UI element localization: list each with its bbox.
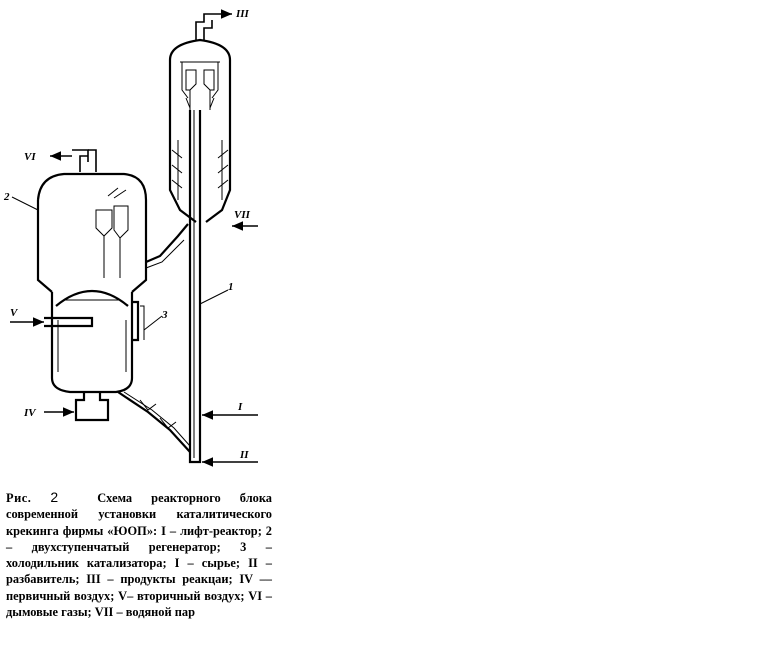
caption-text: Схема реакторного блока современной установки каталитического крекинга фирмы «ЮОП»: I – лифт-реактор; 2 – двухступенчатый регенератор; 3 – холодильник катализатора; I – сырье; II – разбавитель; III – продукты реакцаи; IV –– первичный воздух; V– вторичный воздух; VI – дымовые газы; VII – водяной пар (6, 491, 272, 620)
lift-reactor (170, 14, 258, 462)
label-1: 1 (228, 281, 234, 293)
label-IV: IV (24, 407, 36, 419)
label-VI: VI (24, 151, 36, 163)
caption-prefix: Рис. (6, 491, 32, 505)
label-3: 3 (162, 309, 168, 321)
label-I: I (238, 401, 243, 413)
label-II: II (240, 449, 249, 461)
label-III: III (236, 8, 249, 20)
figure-caption (6, 489, 272, 620)
label-VII: VII (234, 209, 250, 221)
caption-number: 2 (50, 489, 59, 505)
regenerator (10, 150, 190, 452)
reactor-block-diagram (0, 0, 290, 480)
label-2: 2 (4, 191, 10, 203)
label-V: V (10, 307, 18, 319)
